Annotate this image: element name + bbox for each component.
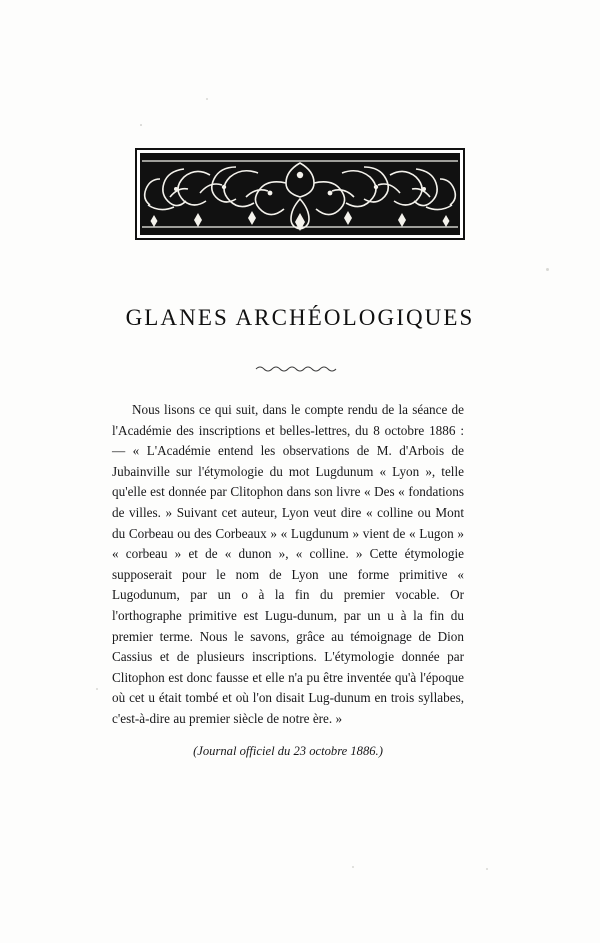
ornamental-rule: [0, 364, 600, 373]
paper-speck: [486, 868, 488, 870]
source-attribution: (Journal officiel du 23 octobre 1886.): [193, 744, 383, 758]
headpiece-svg: [140, 153, 460, 235]
paper-speck: [546, 268, 549, 271]
headpiece-engraving-art: [140, 153, 460, 235]
paper-speck: [206, 98, 208, 100]
headpiece-ornament-wrap: [0, 148, 600, 240]
article-body: [112, 400, 464, 730]
paper-speck: [352, 866, 354, 868]
paper-speck: [140, 124, 142, 126]
article-paragraph: [112, 400, 464, 730]
decorative-headpiece-engraving: [135, 148, 465, 240]
paper-speck: [96, 688, 98, 690]
ornamental-rule-svg: [254, 364, 346, 373]
page-title: GLANES ARCHÉOLOGIQUES: [125, 305, 475, 330]
article-paragraph-text: Nous lisons ce qui suit, dans le compte rendu de la séance de l'Académie des inscriptions et belles-lettres, du 8 octobre 1886 : — « L'Académie entend les observations de M. d'Arbois de Jubainville sur l'étymologie du mot Lugdunum « Lyon », telle qu'elle est donnée par Clitophon dans son livre « Des « fondations de villes. » Suivant cet auteur, Lyon veut dire « colline ou Mont du Corbeau ou des Corbeaux » « Lugdunum » vient de « Lugon » « corbeau » et de « dunon », « colline. » Cette étymologie supposerait pour le nom de Lyon une forme primitive « Lugodunum, par un o à la fin du premier vocable. Or l'orthographe primitive est Lugu-dunum, par un u à la fin du premier terme. Nous le savons, grâce au témoignage de Dion Cassius et de plusieurs inscriptions. L'étymologie donnée par Clitophon est donc fausse et elle n'a pu être inventée qu'à l'époque où cet u était tombé et où l'on disait Lug-dunum en trois syllabes, c'est-à-dire au premier siècle de notre ère. »: [112, 402, 464, 726]
